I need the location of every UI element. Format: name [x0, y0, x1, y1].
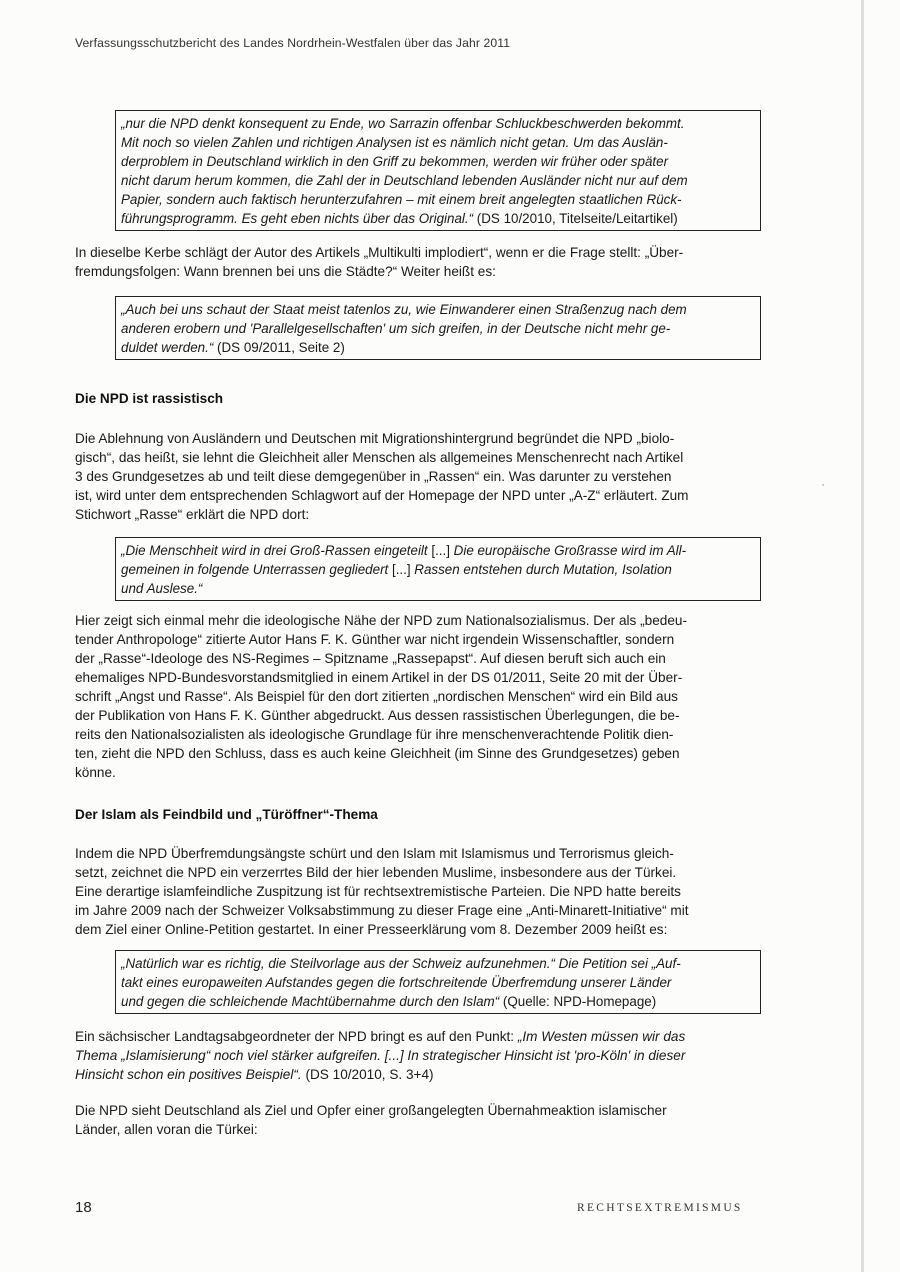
- section-heading-islam: Der Islam als Feindbild und „Türöffner“-Thema: [75, 807, 378, 822]
- paragraph-landtag: [75, 1027, 761, 1084]
- quote-source: (Quelle: NPD-Homepage): [499, 994, 657, 1009]
- text-line: Ein sächsischer Landtagsabgeordneter der NPD bringt es auf den Punkt:: [75, 1029, 518, 1044]
- quote-line: derproblem in Deutschland wirklich in den Griff zu bekommen, werden wir früher oder später: [121, 154, 669, 169]
- quote-line: „Im Westen müssen wir das: [517, 1029, 686, 1044]
- quote-line: „Auch bei uns schaut der Staat meist tatenlos zu, wie Einwanderer einen Straßenzug nach dem: [121, 302, 687, 317]
- text-line: der „Rasse“-Ideologe des NS-Regimes – Spitzname „Rassepapst“. Auf diesen beruft sich auch ein: [75, 651, 666, 666]
- footer-section-label: RECHTSEXTREMISMUS: [577, 1202, 743, 1214]
- text-line: könne.: [75, 765, 116, 780]
- section-heading-rassistisch: Die NPD ist rassistisch: [75, 391, 224, 406]
- text-line: ehemaliges NPD-Bundesvorstandsmitglied in einem Artikel in der DS 01/2011, Seite 20 mit der Über-: [75, 670, 683, 685]
- quote-source: (DS 10/2010, Titelseite/Leitartikel): [473, 211, 678, 226]
- quote-line: gemeinen in folgende Unterrassen gegliedert: [121, 562, 389, 577]
- text-line: In dieselbe Kerbe schlägt der Autor des Artikels „Multikulti implodiert“, wenn er die Frage stellt: „Über-: [75, 245, 684, 260]
- quote-line: duldet werden.“: [121, 340, 214, 355]
- quote-line: „Die Menschheit wird in drei Groß-Rassen eingeteilt: [121, 543, 428, 558]
- quote-line: Hinsicht schon ein positives Beispiel“.: [75, 1067, 302, 1082]
- quote-box-rassen: [115, 537, 761, 601]
- text-line: setzt, zeichnet die NPD ein verzerrtes Bild der hier lebenden Muslime, insbesondere aus der Türkei.: [75, 865, 677, 880]
- quote-line: „Natürlich war es richtig, die Steilvorlage aus der Schweiz aufzunehmen.“ Die Petition sei „Auf-: [121, 956, 681, 971]
- text-line: im Jahre 2009 nach der Schweizer Volksabstimmung zu dieser Frage eine „Anti-Minarett-Initiative“ mit: [75, 903, 689, 918]
- page-number: 18: [75, 1199, 92, 1216]
- text-line: reits den Nationalsozialisten als ideologische Grundlage für ihre menschenverachtende Politik dien-: [75, 727, 674, 742]
- quote-line: Mit noch so vielen Zahlen und richtigen Analysen ist es nämlich nicht getan. Um das Auslän-: [121, 135, 668, 150]
- text-line: ist, wird unter dem entsprechenden Schlagwort auf der Homepage der NPD unter „A-Z“ erläutert. Zum: [75, 488, 689, 503]
- paragraph-ablehnung: [75, 429, 761, 524]
- text-line: tender Anthropologe“ zitierte Autor Hans F. K. Günther war nicht irgendein Wissenschaftler, sondern: [75, 632, 675, 647]
- running-header: Verfassungsschutzbericht des Landes Nordrhein-Westfalen über das Jahr 2011: [75, 36, 511, 50]
- quote-box-sarrazin: [115, 110, 761, 231]
- text-line: fremdungsfolgen: Wann brennen bei uns die Städte?“ Weiter heißt es:: [75, 264, 496, 279]
- text-line: Länder, allen voran die Türkei:: [75, 1122, 258, 1137]
- ellipsis: [...]: [427, 543, 454, 558]
- quote-line: takt eines europaweiten Aufstandes gegen die fortschreitende Überfremdung unserer Länder: [121, 975, 672, 990]
- text-line: gisch“, das heißt, sie lehnt die Gleichheit aller Menschen als allgemeines Menschenrecht nach Artikel: [75, 450, 684, 465]
- quote-line: „nur die NPD denkt konsequent zu Ende, wo Sarrazin offenbar Schluckbeschwerden bekommt.: [121, 116, 685, 131]
- text-line: schrift „Angst und Rasse“. Als Beispiel für den dort zitierten „nordischen Menschen“ wird ein Bild aus: [75, 689, 678, 704]
- text-line: Stichwort „Rasse“ erklärt die NPD dort:: [75, 507, 310, 522]
- text-line: der Publikation von Hans F. K. Günther abgedruckt. Aus dessen rassistischen Überlegungen, die be-: [75, 708, 680, 723]
- paragraph-multikulti: [75, 243, 761, 281]
- text-line: Die Ablehnung von Ausländern und Deutschen mit Migrationshintergrund begründet die NPD „biolo-: [75, 431, 675, 446]
- quote-line: Die europäische Großrasse wird im All-: [453, 543, 687, 558]
- paragraph-tuerkei: [75, 1101, 761, 1139]
- quote-source: (DS 10/2010, S. 3+4): [301, 1067, 434, 1082]
- text-line: dem Ziel einer Online-Petition gestartet. In einer Presseerklärung vom 8. Dezember 2009 heißt es:: [75, 922, 668, 937]
- text-line: ten, zieht die NPD den Schluss, dass es auch keine Gleichheit (im Sinne des Grundgesetzes) geben: [75, 746, 680, 761]
- scan-edge-shadow: [861, 0, 864, 1272]
- paragraph-guenther: [75, 611, 761, 782]
- quote-line: Thema „Islamisierung“ noch viel stärker aufgreifen. [...] In strategischer Hinsicht ist 'pro-Köln' in dieser: [75, 1048, 686, 1063]
- text-line: Eine derartige islamfeindliche Zuspitzung ist für rechtsextremistische Parteien. Die NPD hatte bereits: [75, 884, 681, 899]
- quote-line: führungsprogramm. Es geht eben nichts über das Original.“: [121, 211, 474, 226]
- quote-line: anderen erobern und 'Parallelgesellschaften' um sich greifen, in der Deutsche nicht mehr ge-: [121, 321, 671, 336]
- quote-line: und Auslese.“: [121, 581, 203, 596]
- paragraph-islam: [75, 844, 761, 939]
- text-line: Indem die NPD Überfremdungsängste schürt und den Islam mit Islamismus und Terrorismus gleich-: [75, 846, 674, 861]
- quote-line: und gegen die schleichende Machtübernahme durch den Islam“: [121, 994, 500, 1009]
- quote-line: Rassen entstehen durch Mutation, Isolation: [414, 562, 672, 577]
- text-line: 3 des Grundgesetzes ab und teilt diese demgegenüber in „Rassen“ ein. Was darunter zu verstehen: [75, 469, 672, 484]
- quote-line: nicht darum herum kommen, die Zahl der in Deutschland lebenden Ausländer nicht nur auf dem: [121, 173, 688, 188]
- quote-source: (DS 09/2011, Seite 2): [213, 340, 345, 355]
- quote-box-staat: [115, 296, 761, 360]
- quote-box-petition: [115, 950, 761, 1014]
- text-line: Hier zeigt sich einmal mehr die ideologische Nähe der NPD zum Nationalsozialismus. Der als „bedeu-: [75, 613, 687, 628]
- text-line: Die NPD sieht Deutschland als Ziel und Opfer einer großangelegten Übernahmeaktion islamischer: [75, 1103, 667, 1118]
- ellipsis: [...]: [388, 562, 415, 577]
- quote-line: Papier, sondern auch faktisch herunterzufahren – mit einem breit angelegten staatlichen Rück-: [121, 192, 682, 207]
- scan-speck: [822, 484, 824, 486]
